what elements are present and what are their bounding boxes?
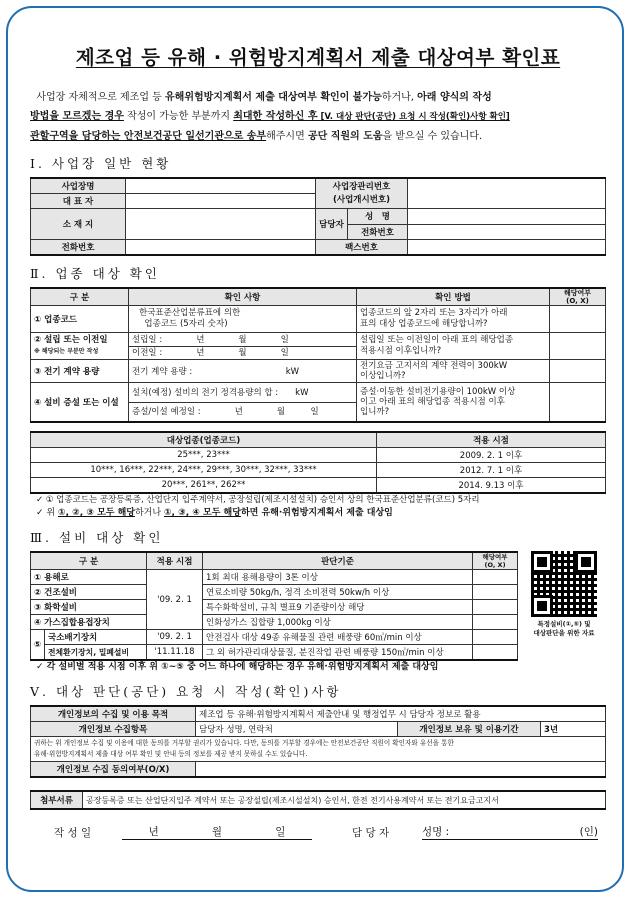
eq-criteria: 특수화학설비, 규칙 별표9 기준량이상 해당 — [203, 600, 473, 615]
sign-date-field[interactable] — [122, 824, 312, 840]
business-no-text: 사업장관리번호 — [332, 181, 391, 192]
manager-name-label: 성 명 — [348, 209, 408, 225]
intro-text: 을 받으실 수 있습니다. — [382, 131, 483, 142]
industry-note-2 — [36, 507, 606, 520]
eq-col-category: 구 분 — [31, 552, 147, 570]
row-industry-code-method — [357, 306, 550, 333]
sign-month: 월 — [211, 826, 223, 838]
sign-seal: (인) — [579, 826, 598, 838]
consent-field[interactable] — [196, 762, 606, 778]
section-3-heading: Ⅲ. 설비 대상 확인 — [30, 530, 164, 545]
eq-row-local-exhaust: 국소배기장치 — [45, 630, 147, 645]
col-category: 구 분 — [31, 288, 129, 306]
fax-label: 팩스번호 — [316, 240, 408, 256]
intro-bold: 아래 양식의 작성 — [417, 92, 492, 103]
period-label: 개인정보 보유 및 이용기간 — [398, 722, 541, 737]
row-expansion-method — [357, 383, 550, 423]
method-text: 표의 대상 업종코드에 해당합니까? — [360, 319, 488, 329]
intro-bold: 방법을 모르겠는 경우 — [30, 111, 124, 122]
section-5-heading: Ⅴ. 대상 판단(공단) 요청 시 작성(확인)사항 — [30, 684, 342, 699]
section-2-heading: Ⅱ. 업종 대상 확인 — [30, 266, 160, 281]
row-power-label: ③ 전기 계약 용량 — [31, 360, 129, 383]
document-body — [30, 42, 606, 840]
attachments-table — [30, 790, 606, 810]
qr-code-block[interactable] — [522, 551, 606, 638]
date-row: 2009. 2. 1 이후 — [377, 448, 606, 463]
row-founding-applies[interactable] — [550, 333, 606, 360]
eq-criteria: 인화성가스 집합량 1,000kg 이상 — [203, 615, 473, 630]
method-text: 이고 아래 표의 해당업종 적용시점 이후 — [360, 397, 505, 407]
col-applies-text: 해당여부 — [563, 289, 592, 297]
equipment-section — [30, 551, 606, 661]
document-title: 제조업 등 유해 · 위험방지계획서 제출 대상여부 확인표 — [75, 46, 561, 69]
intro-bold: 공단 직원의 도움 — [307, 131, 383, 142]
eq-col-applies — [473, 552, 518, 570]
eq-date: '09. 2. 1 — [147, 630, 203, 645]
code-header: 대상업종(업종코드) — [31, 432, 377, 448]
founding-sublabel: ※ 해당되는 부분만 작성 — [34, 348, 99, 355]
method-text: 입니까? — [360, 407, 390, 417]
intro-text: 해주시면 — [266, 131, 308, 142]
industry-check-table — [30, 287, 606, 423]
intro-paragraph — [30, 88, 606, 146]
equipment-note: ✓ 각 설비별 적용 시점 이후 위 ①~⑤ 중 어느 하나에 해당하는 경우 유해·위험방지계획서 제출 대상임 — [36, 662, 439, 672]
notice-text: 유해·위험방지계획서 제출 대상 여부 확인 및 안내 등의 정보를 제공 받지 못하실 수도 있습니다. — [34, 750, 308, 758]
manager-name-field[interactable] — [408, 209, 606, 225]
industry-code-table — [30, 431, 606, 494]
sign-year: 년 — [148, 826, 159, 838]
date-row: 2012. 7. 1 이후 — [377, 463, 606, 478]
qr-caption-2: 대상판단을 위한 자료 — [533, 629, 595, 637]
relocation-date-field[interactable]: 이전일 : 년 월 일 — [132, 347, 289, 358]
representative-field[interactable] — [126, 194, 316, 209]
row-industry-code-applies[interactable] — [550, 306, 606, 333]
eq-criteria: 1회 최대 용해용량이 3톤 이상 — [203, 570, 473, 585]
eq-applies-ox: (O, X) — [484, 561, 506, 569]
check-text: 업종코드 (5자리 숫자) — [144, 319, 228, 329]
equipment-table — [30, 551, 518, 661]
row-power-applies[interactable] — [550, 360, 606, 383]
intro-bold: [V. 대상 판단(공단) 요청 시 작성(확인)사항 확인] — [317, 112, 510, 122]
row-power-method — [357, 360, 550, 383]
code-row: 10***, 16***, 22***, 24***, 29***, 30***, 32***, 33*** — [31, 463, 377, 478]
intro-bold: 관할구역을 담당하는 안전보건공단 일선기관으로 송부 — [30, 131, 267, 142]
note-underline: ①, ③, ④ 모두 해당 — [163, 508, 241, 518]
eq-row-gas-welding: ④ 가스집합용접장치 — [31, 615, 147, 630]
eq-col-criteria: 판단기준 — [203, 552, 473, 570]
manager-phone-label: 전화번호 — [348, 224, 408, 240]
attach-value: 공장등록증 또는 산업단지입주 계약서 또는 공장설립(제조시설설치) 승인서, 한전 전기사용계약서 또는 전기요금고지서 — [83, 791, 606, 809]
intro-text: 사업장 자체적으로 제조업 등 — [36, 92, 165, 103]
consent-label: 개인정보 수집 동의여부(O/X) — [31, 762, 196, 778]
business-info-table — [30, 177, 606, 256]
row-industry-code-check — [129, 306, 357, 333]
eq-applies[interactable] — [473, 570, 518, 585]
purpose-label: 개인정보의 수집 및 이용 목적 — [31, 706, 196, 722]
items-label: 개인정보 수집항목 — [31, 722, 196, 737]
col-applies-ox: (O, X) — [566, 297, 589, 305]
row-founding-label — [31, 333, 129, 360]
purpose-value: 제조업 등 유해·위험방지계획서 제출안내 및 행정업무 시 담당자 정보로 활용 — [196, 706, 606, 722]
eq-applies[interactable] — [473, 615, 518, 630]
row-expansion-check[interactable] — [129, 383, 357, 423]
eq-criteria: 그 외 허가관리대상물질, 분진작업 관련 배풍량 150㎥/min 이상 — [203, 645, 473, 661]
sign-name-label: 성명 : — [422, 826, 450, 838]
sign-manager-label: 담 당 자 — [352, 827, 390, 839]
manager-label: 담당자 — [316, 209, 348, 240]
business-name-field[interactable] — [126, 178, 316, 194]
note-text: 하거나 — [134, 508, 164, 518]
capacity-field[interactable]: 설치(예정) 설비의 전기 정격용량의 합 : kW — [129, 384, 356, 403]
date-header: 적용 시점 — [377, 432, 606, 448]
intro-text: 하거나, — [381, 92, 418, 103]
row-expansion-applies[interactable] — [550, 383, 606, 423]
privacy-notice — [31, 737, 606, 762]
eq-applies[interactable] — [473, 600, 518, 615]
check-text: 한국표준산업분류표에 의한 — [139, 308, 241, 318]
method-text: 적용시점 이후입니까? — [360, 346, 442, 356]
sign-date-label: 작 성 일 — [54, 827, 92, 839]
code-row: 25***, 23*** — [31, 448, 377, 463]
privacy-table — [30, 705, 606, 778]
method-text: 이상입니까? — [360, 371, 406, 381]
signature-line — [30, 824, 606, 840]
note-text: ✓ 위 — [36, 508, 58, 518]
intro-bold: 유해위험방지계획서 제출 대상여부 확인이 불가능 — [165, 92, 382, 103]
eq-row5-num: ⑤ — [31, 630, 45, 661]
items-value: 담당자 성명, 연락처 — [196, 722, 398, 737]
expansion-date-field[interactable]: 증설/이설 예정일 : 년 월 일 — [132, 406, 319, 417]
sign-day: 일 — [275, 826, 286, 838]
address-field[interactable] — [126, 209, 316, 240]
intro-text: 작성이 가능한 부분까지 — [123, 111, 234, 122]
eq-merged-date: '09. 2. 1 — [147, 570, 203, 630]
section-1-heading: Ⅰ. 사업장 일반 현황 — [30, 156, 172, 171]
qr-corner — [531, 595, 553, 617]
eq-row-furnace: ① 용해로 — [31, 570, 147, 585]
col-method: 확인 방법 — [357, 288, 550, 306]
row-industry-code-label: ① 업종코드 — [31, 306, 129, 333]
fax-field[interactable] — [408, 240, 606, 256]
qr-caption — [522, 620, 606, 638]
tel-label: 전화번호 — [31, 240, 126, 256]
page-frame — [6, 6, 624, 892]
eq-row-ventilation: 전체환기장치, 밀폐설비 — [45, 645, 147, 661]
eq-criteria: 안전검사 대상 49종 유해물질 관련 배풍량 60㎥/min 이상 — [203, 630, 473, 645]
business-no-field[interactable] — [408, 178, 606, 209]
eq-criteria: 연료소비량 50kg/h, 정격 소비전력 50kw/h 이상 — [203, 585, 473, 600]
business-name-label: 사업장명 — [31, 178, 126, 194]
tel-field[interactable] — [126, 240, 316, 256]
notice-text: 귀하는 위 개인정보 수집 및 이용에 대한 동의를 거부할 권리가 있습니다. 다만, 동의를 거부할 경우에는 안전보건공단 직원이 확인자와 유선을 통한 — [34, 739, 454, 747]
row-expansion-label: ④ 설비 증설 또는 이설 — [31, 383, 129, 423]
qr-caption-1: 특정설비(①,⑤) 및 — [537, 620, 591, 628]
code-row: 20***, 261**, 262** — [31, 478, 377, 494]
qr-code-icon[interactable] — [531, 551, 597, 617]
method-text: 증설·이동한 설비전기용량이 100kW 이상 — [360, 387, 516, 397]
eq-applies[interactable] — [473, 630, 518, 645]
note-text: 하면 유해·위험방지계획서 제출 대상임 — [240, 508, 393, 518]
row-founding-check[interactable] — [129, 333, 357, 360]
business-no-text2: (사업개시번호) — [332, 194, 391, 205]
method-text: 업종코드의 앞 2자리 또는 3자리가 아래 — [360, 308, 508, 318]
intro-bold: 최대한 작성하신 후 — [233, 111, 318, 122]
industry-note-1: ✓ ① 업종코드는 공장등록증, 산업단지 입주계약서, 공장설립(제조시설설치) 승인서 상의 한국표준산업분류(코드) 5자리 — [36, 495, 480, 505]
business-no-label — [316, 178, 408, 209]
col-applies — [550, 288, 606, 306]
period-value: 3년 — [541, 722, 606, 737]
date-row: 2014. 9.13 이후 — [377, 478, 606, 494]
note-underline: ①, ②, ③ 모두 해당 — [57, 508, 135, 518]
eq-col-date: 적용 시점 — [147, 552, 203, 570]
row-power-check[interactable]: 전기 계약 용량 : kW — [129, 360, 357, 383]
eq-applies-text: 해당여부 — [482, 553, 508, 561]
eq-row-chemical: ③ 화학설비 — [31, 600, 147, 615]
method-text: 전기요금 고지서의 계약 전력이 300kW — [360, 361, 508, 371]
eq-applies[interactable] — [473, 585, 518, 600]
representative-label: 대 표 자 — [31, 194, 126, 209]
eq-applies[interactable] — [473, 645, 518, 661]
manager-phone-field[interactable] — [408, 224, 606, 240]
col-check: 확인 사항 — [129, 288, 357, 306]
row-founding-method — [357, 333, 550, 360]
sign-name-field[interactable] — [422, 824, 598, 840]
attach-label: 첨부서류 — [31, 791, 83, 809]
eq-date: '11.11.18 — [147, 645, 203, 661]
address-label: 소 재 지 — [31, 209, 126, 240]
founding-label-text: ② 설립 또는 이전일 — [34, 335, 108, 345]
method-text: 설립일 또는 이전일이 아래 표의 해당업종 — [360, 335, 514, 345]
founding-date-field[interactable]: 설립일 : 년 월 일 — [129, 334, 356, 347]
eq-row-dryer: ② 건조설비 — [31, 585, 147, 600]
